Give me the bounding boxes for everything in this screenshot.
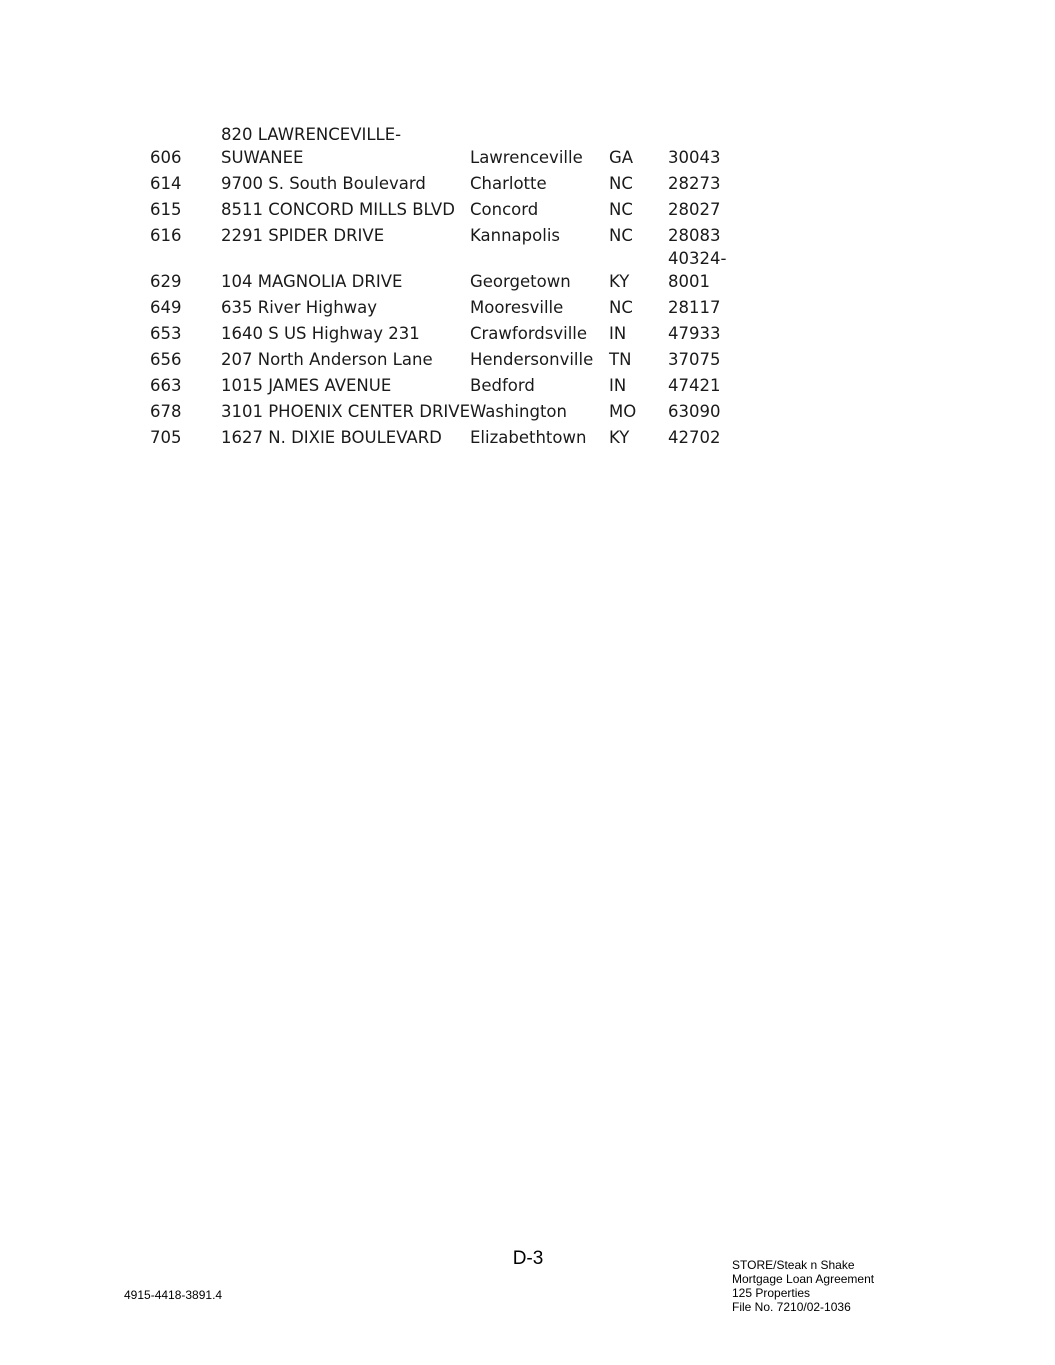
state-cell: GA: [609, 148, 634, 167]
address-line: 8511 CONCORD MILLS BLVD: [221, 200, 455, 219]
footer-document-info: [732, 1258, 874, 1314]
zip-line: 37075: [668, 350, 721, 369]
address-line: 2291 SPIDER DRIVE: [221, 226, 385, 245]
address-cell: [221, 247, 470, 293]
zip-line: 40324-: [668, 249, 727, 268]
zip-cell: [668, 371, 728, 397]
store-number-cell: 705: [150, 428, 182, 447]
city-cell: Hendersonville: [470, 350, 594, 369]
table-row: [143, 247, 728, 293]
state-cell: IN: [609, 324, 627, 343]
state-cell: NC: [609, 200, 633, 219]
address-line: 3101 PHOENIX CENTER DRIVE: [221, 402, 471, 421]
zip-cell: [668, 123, 728, 169]
address-cell: [221, 371, 470, 397]
store-number-cell: 616: [150, 226, 182, 245]
address-line: 1015 JAMES AVENUE: [221, 376, 392, 395]
address-cell: [221, 293, 470, 319]
footer-info-line: File No. 7210/02-1036: [732, 1300, 851, 1314]
city-cell: Elizabethtown: [470, 428, 587, 447]
store-number-cell: 656: [150, 350, 182, 369]
address-line: 207 North Anderson Lane: [221, 350, 433, 369]
address-cell: [221, 123, 470, 169]
table-row: [143, 423, 728, 449]
city-cell: Georgetown: [470, 272, 571, 291]
city-cell: Crawfordsville: [470, 324, 588, 343]
store-number-cell: 614: [150, 174, 182, 193]
address-line: 1640 S US Highway 231: [221, 324, 420, 343]
table-row: [143, 123, 728, 169]
zip-line: 28027: [668, 200, 721, 219]
address-cell: [221, 423, 470, 449]
state-cell: IN: [609, 376, 627, 395]
address-line: 9700 S. South Boulevard: [221, 174, 426, 193]
zip-line: 47421: [668, 376, 721, 395]
zip-line: 42702: [668, 428, 721, 447]
city-cell: Kannapolis: [470, 226, 561, 245]
state-cell: MO: [609, 402, 637, 421]
table-row: [143, 195, 728, 221]
table-row: [143, 371, 728, 397]
store-number-cell: 663: [150, 376, 182, 395]
zip-line: 28117: [668, 298, 721, 317]
page-number: D-3: [512, 1248, 544, 1269]
address-line: 1627 N. DIXIE BOULEVARD: [221, 428, 442, 447]
zip-line: 28083: [668, 226, 721, 245]
address-cell: [221, 345, 470, 371]
address-line: SUWANEE: [221, 148, 304, 167]
footer-info-line: Mortgage Loan Agreement: [732, 1272, 875, 1286]
zip-cell: [668, 397, 728, 423]
state-cell: KY: [609, 428, 630, 447]
store-number-cell: 615: [150, 200, 182, 219]
state-cell: KY: [609, 272, 630, 291]
table-row: [143, 345, 728, 371]
city-cell: Charlotte: [470, 174, 547, 193]
zip-line: 47933: [668, 324, 721, 343]
zip-cell: [668, 319, 728, 345]
address-line: 820 LAWRENCEVILLE-: [221, 125, 402, 144]
footer-info-line: STORE/Steak n Shake: [732, 1258, 855, 1272]
zip-cell: [668, 195, 728, 221]
property-table: [143, 123, 728, 449]
table-row: [143, 397, 728, 423]
footer-info-line: 125 Properties: [732, 1286, 811, 1300]
zip-cell: [668, 345, 728, 371]
address-cell: [221, 397, 470, 423]
city-cell: Bedford: [470, 376, 535, 395]
state-cell: NC: [609, 226, 633, 245]
state-cell: TN: [609, 350, 632, 369]
city-cell: Washington: [470, 402, 567, 421]
store-number-cell: 629: [150, 272, 182, 291]
zip-cell: [668, 247, 728, 293]
city-cell: Concord: [470, 200, 539, 219]
table-row: [143, 221, 728, 247]
document-id: 4915-4418-3891.4: [124, 1288, 223, 1302]
state-cell: NC: [609, 174, 633, 193]
zip-line: 28273: [668, 174, 721, 193]
zip-cell: [668, 221, 728, 247]
store-number-cell: 649: [150, 298, 182, 317]
store-number-cell: 653: [150, 324, 182, 343]
address-cell: [221, 221, 470, 247]
city-cell: Mooresville: [470, 298, 564, 317]
zip-line: 8001: [668, 272, 710, 291]
zip-cell: [668, 169, 728, 195]
address-cell: [221, 195, 470, 221]
state-cell: NC: [609, 298, 633, 317]
zip-line: 30043: [668, 148, 721, 167]
address-cell: [221, 169, 470, 195]
zip-cell: [668, 423, 728, 449]
zip-cell: [668, 293, 728, 319]
store-number-cell: 606: [150, 148, 182, 167]
table-row: [143, 169, 728, 195]
property-table-body: [143, 123, 728, 449]
city-cell: Lawrenceville: [470, 148, 583, 167]
address-cell: [221, 319, 470, 345]
table-row: [143, 293, 728, 319]
store-number-cell: 678: [150, 402, 182, 421]
address-line: 104 MAGNOLIA DRIVE: [221, 272, 403, 291]
address-line: 635 River Highway: [221, 298, 378, 317]
table-row: [143, 319, 728, 345]
zip-line: 63090: [668, 402, 721, 421]
